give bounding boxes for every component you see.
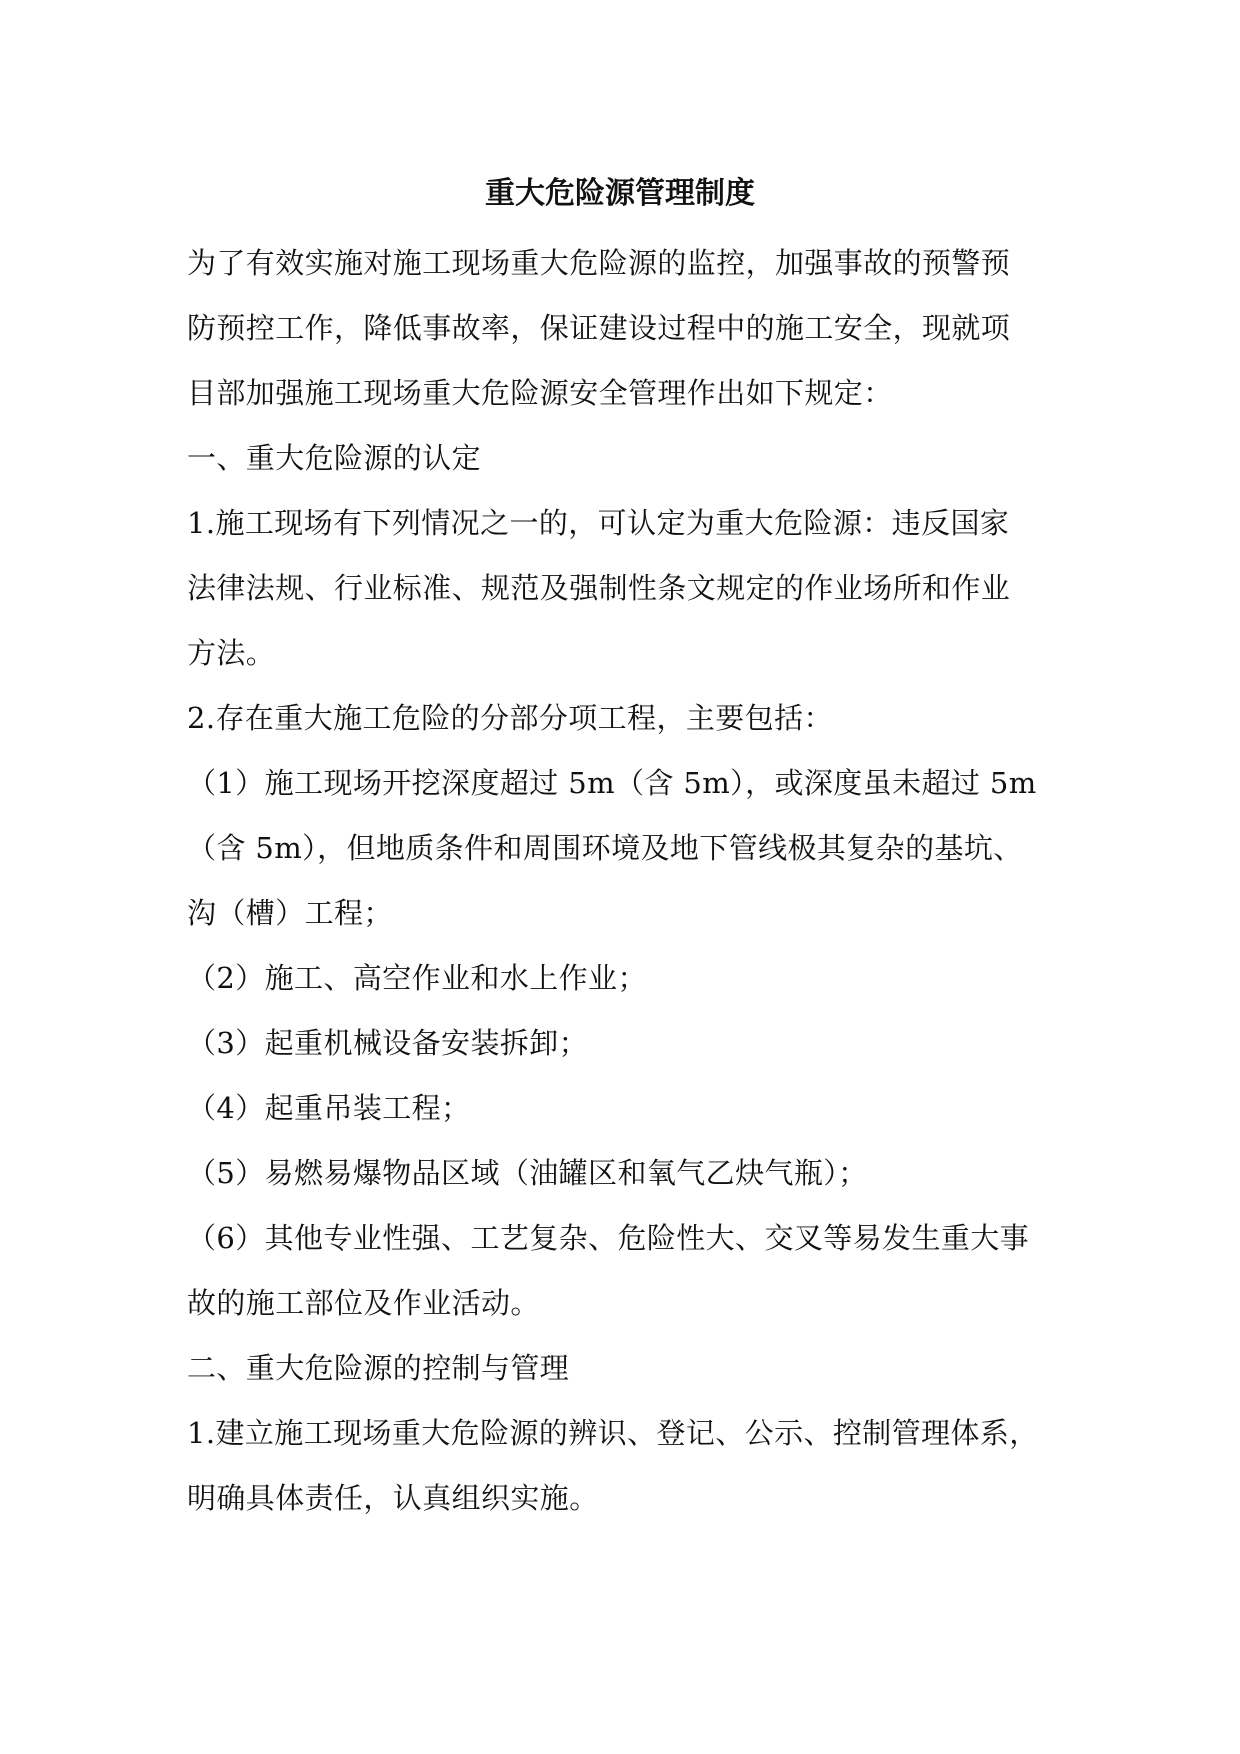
list-item-line: （5）易燃易爆物品区域（油罐区和氧气乙炔气瓶）； [187,1156,868,1190]
paragraph-line: 2.存在重大施工危险的分部分项工程，主要包括： [187,701,833,735]
section-heading: 二、重大危险源的控制与管理 [187,1351,570,1385]
list-item-line: （含 5m），但地质条件和周围环境及地下管线极其复杂的基坑、 [187,831,1023,865]
paragraph-line: 防预控工作，降低事故率，保证建设过程中的施工安全，现就项 [187,311,1011,345]
list-item-line: （4）起重吊装工程； [187,1091,471,1125]
paragraph-line: 方法。 [187,636,276,670]
section-heading: 一、重大危险源的认定 [187,441,482,475]
list-item-line: 沟（槽）工程； [187,896,393,930]
paragraph-line: 法律法规、行业标准、规范及强制性条文规定的作业场所和作业 [187,571,1011,605]
list-item-line: （1）施工现场开挖深度超过 5m（含 5m），或深度虽未超过 5m [187,766,1037,800]
list-item-line: （2）施工、高空作业和水上作业； [187,961,647,995]
document-title: 重大危险源管理制度 [485,176,755,211]
paragraph-line: 1.施工现场有下列情况之一的，可认定为重大危险源：违反国家 [187,506,1010,540]
list-item-line: 故的施工部位及作业活动。 [187,1286,540,1320]
paragraph-line: 1.建立施工现场重大危险源的辨识、登记、公示、控制管理体系， [187,1416,1039,1450]
list-item-line: （3）起重机械设备安装拆卸； [187,1026,589,1060]
list-item-line: （6）其他专业性强、工艺复杂、危险性大、交叉等易发生重大事 [187,1221,1030,1255]
paragraph-line: 为了有效实施对施工现场重大危险源的监控，加强事故的预警预 [187,246,1011,280]
paragraph-line: 明确具体责任，认真组织实施。 [187,1481,599,1515]
paragraph-line: 目部加强施工现场重大危险源安全管理作出如下规定： [187,376,893,410]
